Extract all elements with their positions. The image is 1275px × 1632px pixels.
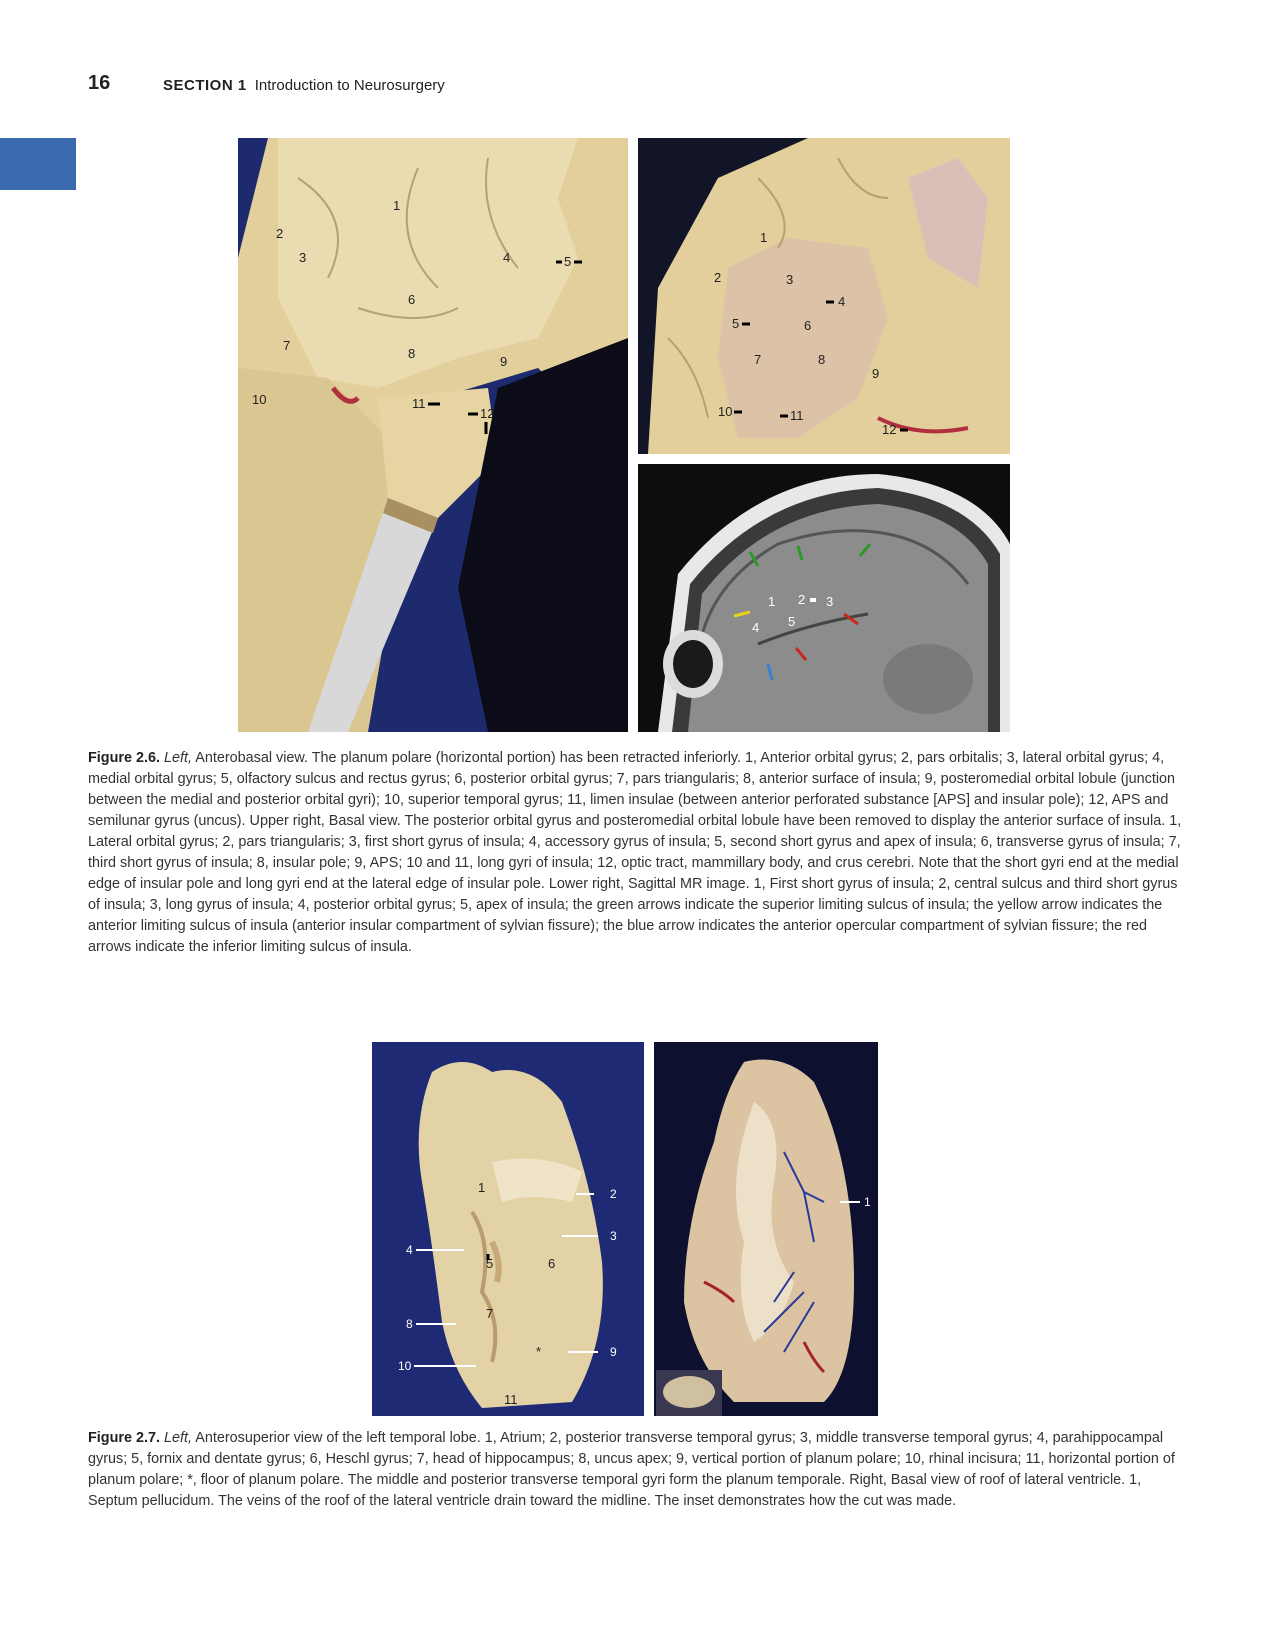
fig-2-6-left-label-4: 4 [503, 250, 511, 265]
fig-2-6-lr-label-5: 5 [788, 614, 796, 629]
fig-2-6-left-label-5: 5 [564, 254, 572, 269]
fig-2-6-left-label-6: 6 [408, 292, 416, 307]
fig-2-7-left-label-5: 5 [486, 1256, 494, 1271]
page-number: 16 [88, 72, 111, 94]
fig-2-6-ur-label-6: 6 [804, 318, 812, 333]
fig-2-6-lr-label-2: 2 [798, 592, 806, 607]
fig-2-6-left-label-2: 2 [276, 226, 284, 241]
fig-2-6-upper-right-photo [638, 138, 1010, 454]
fig-2-7-left-label-7: 7 [486, 1306, 494, 1321]
running-header [163, 77, 445, 94]
section-title: Introduction to Neurosurgery [254, 77, 445, 94]
fig-2-6-caption-title: Figure 2.6. [88, 750, 160, 766]
fig-2-7-left-photo [372, 1042, 644, 1416]
inset-image [663, 1376, 715, 1408]
section-tab-marker [0, 138, 76, 190]
fig-2-6-ur-label-2: 2 [714, 270, 722, 285]
fig-2-6-lr-label-3: 3 [826, 594, 834, 609]
fig-2-7-left-label-11: 11 [504, 1392, 518, 1407]
fig-2-6-left-label-7: 7 [283, 338, 291, 353]
fig-2-6-ur-label-5: 5 [732, 316, 740, 331]
fig-2-6-lower-right-mri [638, 464, 1010, 732]
fig-2-6-ur-label-7: 7 [754, 352, 762, 367]
fig-2-6-left-label-11: 11 [412, 396, 426, 411]
fig-2-6-caption: Figure 2.6. Left, Anterobasal view. The planum polare (horizontal portion) has been retracted inferiorly. 1, Anterior orbital gyrus; 2, pars orbitalis; 3, lateral orbital gyrus; 4, medial orbital gyrus; 5, olfactory sulcus and rectus gyrus; 6, posterior orbital gyrus; 7, pars triangularis; 8, anterior surface of insula; 9, posteromedial orbital lobule (junction between the medial and posterior orbital gyri); 10, superior temporal gyrus; 11, limen insulae (between anterior perforated substance [APS] and insular pole); 12, APS and semilunar gyrus (uncus). Upper right, Basal view. The posterior orbital gyrus and posteromedial orbital lobule have been removed to display the anterior surface of insula. 1, Lateral orbital gyrus; 2, pars triangularis; 3, first short gyrus of insula; 4, accessory gyrus of insula; 5, second short gyrus and apex of insula; 6, transverse gyrus of insula; 7, third short gyrus of insula; 8, insular pole; 9, APS; 10 and 11, long gyri of insula; 12, optic tract, mammillary body, and crus cerebri. Note that the short gyri end at the medial edge of insular pole and long gyri end at the lateral edge of insular pole. Lower right, Sagittal MR image. 1, First short gyrus of insula; 2, central sulcus and third short gyrus of insula; 3, long gyrus of insula; 4, posterior orbital gyrus; 5, apex of insula; the green arrows indicate the superior limiting sulcus of insula; the yellow arrow indicates the anterior limiting sulcus of insula (anterior insular compartment of sylvian fissure); the blue arrow indicates the anterior opercular compartment of sylvian fissure; the red arrows indicate the inferior limiting sulcus of insula. [88, 750, 1182, 955]
fig-2-7-left-label-8: 8 [406, 1317, 413, 1331]
fig-2-7-right-photo [654, 1042, 878, 1416]
fig-2-6-ur-label-10: 10 [718, 404, 733, 419]
fig-2-6-ur-label-8: 8 [818, 352, 826, 367]
fig-2-6-ur-label-1: 1 [760, 230, 768, 245]
fig-2-7-left-label-2: 2 [610, 1187, 617, 1201]
fig-2-6-left-label-3: 3 [299, 250, 307, 265]
fig-2-6-left-label-1: 1 [393, 198, 401, 213]
fig-2-6-caption-text: Anterobasal view. The planum polare (horizontal portion) has been retracted inferiorly. 1, Anterior orbital gyrus; 2, pars orbitalis; 3, lateral orbital gyrus; 4, medial orbital gyrus; 5, olfactory sulcus and rectus gyrus; 6, posterior orbital gyrus; 7, pars triangularis; 8, anterior surface of insula; 9, posteromedial orbital lobule (junction between the medial and posterior orbital gyri); 10, superior temporal gyrus; 11, limen insulae (between anterior perforated substance [APS] and insular pole); 12, APS and semilunar gyrus (uncus). Upper right, Basal view. The posterior orbital gyrus and posteromedial orbital lobule have been removed to display the anterior surface of insula. 1, Lateral orbital gyrus; 2, pars triangularis; 3, first short gyrus of insula; 4, accessory gyrus of insula; 5, second short gyrus and apex of insula; 6, transverse gyrus of insula; 7, third short gyrus of insula; 8, insular pole; 9, APS; 10 and 11, long gyri of insula; 12, optic tract, mammillary body, and crus cerebri. Note that the short gyri end at the medial edge of insular pole and long gyri end at the lateral edge of insular pole. Lower right, Sagittal MR image. 1, First short gyrus of insula; 2, central sulcus and third short gyrus of insula; 3, long gyrus of insula; 4, posterior orbital gyrus; 5, apex of insula; the green arrows indicate the superior limiting sulcus of insula; the yellow arrow indicates the anterior limiting sulcus of insula (anterior insular compartment of sylvian fissure); the blue arrow indicates the anterior opercular compartment of sylvian fissure; the red arrows indicate the inferior limiting sulcus of insula. [88, 750, 1182, 955]
fig-2-6-left-label-8: 8 [408, 346, 416, 361]
section-label: SECTION 1 [163, 77, 247, 94]
fig-2-7-left-label-3: 3 [610, 1229, 617, 1243]
fig-2-6-ur-label-12: 12 [882, 422, 897, 437]
fig-2-7-caption-title: Figure 2.7. [88, 1430, 160, 1446]
fig-2-6-lr-label-4: 4 [752, 620, 760, 635]
fig-2-6-ur-label-9: 9 [872, 366, 880, 381]
fig-2-7-caption: Figure 2.7. Left, Anterosuperior view of the left temporal lobe. 1, Atrium; 2, posterior transverse temporal gyrus; 3, middle transverse temporal gyrus; 4, parahippocampal gyrus; 5, fornix and dentate gyrus; 6, Heschl gyrus; 7, head of hippocampus; 8, uncus apex; 9, vertical portion of planum polare; 10, rhinal incisura; 11, horizontal portion of planum polare; *, floor of planum polare. The middle and posterior transverse temporal gyri form the planum temporale. Right, Basal view of roof of lateral ventricle. 1, Septum pellucidum. The veins of the roof of the lateral ventricle drain toward the midline. The inset demonstrates how the cut was made. [88, 1430, 1175, 1509]
fig-2-6-left-label-12: 12 [480, 406, 495, 421]
fig-2-6-ur-label-4: 4 [838, 294, 846, 309]
fig-2-6-left-label-9: 9 [500, 354, 508, 369]
fig-2-6-ur-label-11: 11 [790, 408, 804, 423]
fig-2-7-left-label-6: 6 [548, 1256, 556, 1271]
fig-2-7-left-label-4: 4 [406, 1243, 413, 1257]
fig-2-7-left-label-10: 10 [398, 1359, 412, 1373]
fig-2-7-right-label-1: 1 [864, 1195, 871, 1209]
fig-2-7-left-label-asterisk: * [536, 1344, 542, 1359]
fig-2-6-ur-label-3: 3 [786, 272, 794, 287]
fig-2-7-left-label-1: 1 [478, 1180, 486, 1195]
fig-2-6-lr-label-1: 1 [768, 594, 776, 609]
fig-2-6-left-photo [238, 138, 628, 732]
fig-2-6-left-label-10: 10 [252, 392, 267, 407]
fig-2-7-left-label-9: 9 [610, 1345, 617, 1359]
fig-2-7-caption-text: Anterosuperior view of the left temporal lobe. 1, Atrium; 2, posterior transverse temporal gyrus; 3, middle transverse temporal gyrus; 4, parahippocampal gyrus; 5, fornix and dentate gyrus; 6, Heschl gyrus; 7, head of hippocampus; 8, uncus apex; 9, vertical portion of planum polare; 10, rhinal incisura; 11, horizontal portion of planum polare; *, floor of planum polare. The middle and posterior transverse temporal gyri form the planum temporale. Right, Basal view of roof of lateral ventricle. 1, Septum pellucidum. The veins of the roof of the lateral ventricle drain toward the midline. The inset demonstrates how the cut was made. [88, 1430, 1175, 1509]
